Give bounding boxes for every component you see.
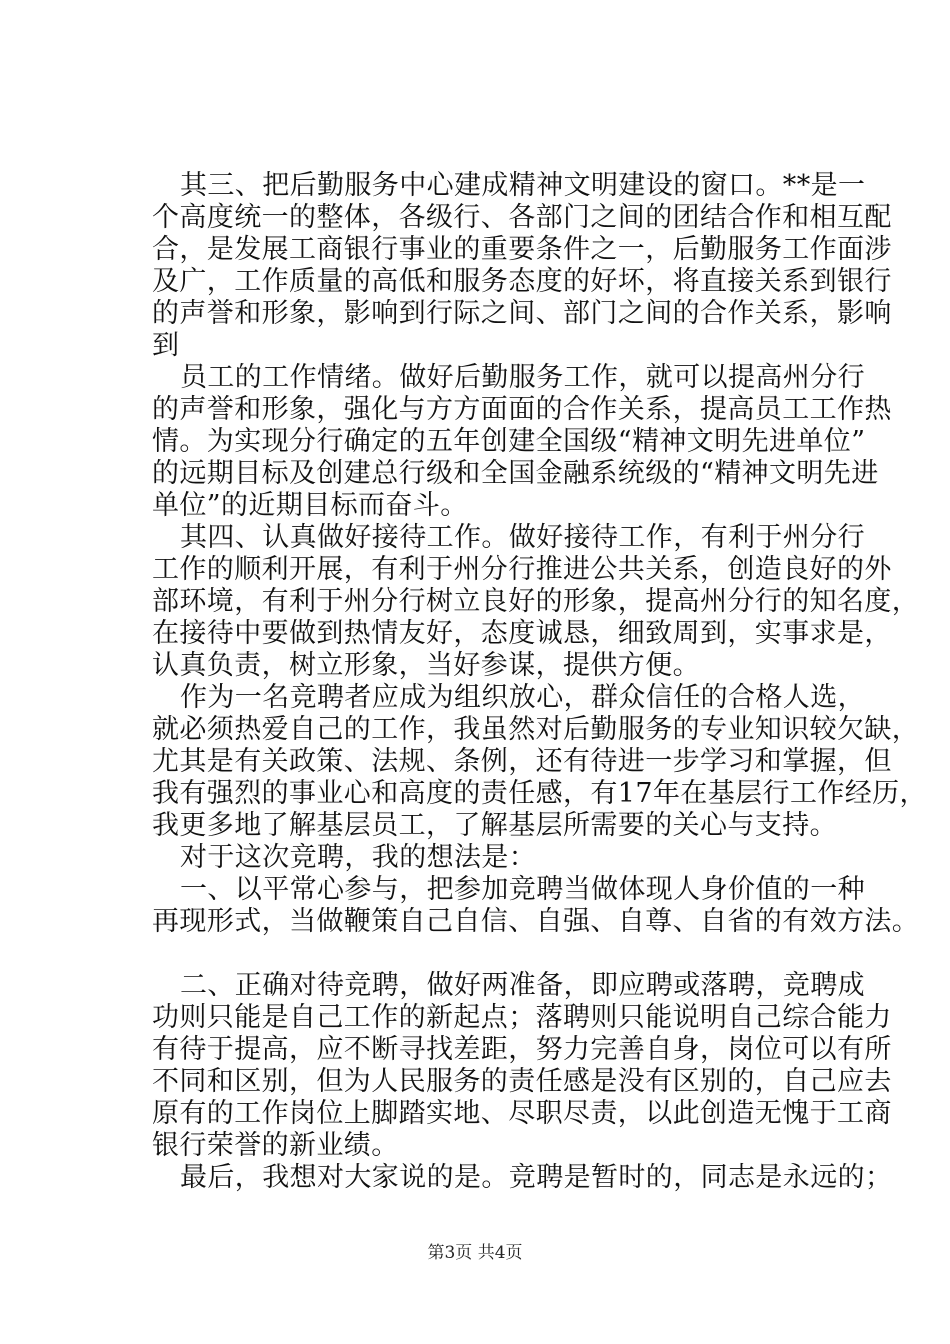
- text-line: 其三、把后勤服务中心建成精神文明建设的窗口。**是一: [180, 170, 866, 201]
- paragraph-staff-morale: [152, 362, 892, 522]
- text-line: 其四、认真做好接待工作。做好接待工作，有利于州分行: [180, 522, 865, 553]
- text-line: 部环境，有利于州分行树立良好的形象，提高州分行的知名度，: [152, 586, 920, 617]
- text-line: 我有强烈的事业心和高度的责任感，有17年在基层行工作经历，: [152, 778, 927, 809]
- text-line: 的远期目标及创建总行级和全国金融系统级的“精神文明先进: [152, 458, 879, 489]
- text-line: 认真负责，树立形象，当好参谋，提供方便。: [152, 650, 700, 681]
- text-line: 尤其是有关政策、法规、条例，还有待进一步学习和掌握，但: [152, 746, 892, 777]
- text-line: 作为一名竞聘者应成为组织放心，群众信任的合格人选，: [180, 682, 865, 713]
- text-line: 在接待中要做到热情友好，态度诚恳，细致周到，实事求是，: [152, 618, 892, 649]
- text-line: 原有的工作岗位上脚踏实地、尽职尽责，以此创造无愧于工商: [152, 1098, 892, 1129]
- text-line: 功则只能是自己工作的新起点；落聘则只能说明自己综合能力: [152, 1002, 892, 1033]
- text-line: 最后，我想对大家说的是。竞聘是暂时的，同志是永远的；: [180, 1162, 893, 1193]
- text-line: 的声誉和形象，强化与方方面面的合作关系，提高员工工作热: [152, 394, 892, 425]
- text-line: 的声誉和形象，影响到行际之间、部门之间的合作关系，影响: [152, 298, 892, 329]
- paragraph-thought-two: [152, 970, 892, 1162]
- paragraph-third-point: [152, 170, 892, 362]
- text-line: 一、以平常心参与，把参加竞聘当做体现人身价值的一种: [180, 874, 865, 905]
- text-line: 单位”的近期目标而奋斗。: [152, 490, 468, 521]
- text-line: 二、正确对待竞聘，做好两准备，即应聘或落聘，竞聘成: [180, 970, 865, 1001]
- text-line: 有待于提高，应不断寻找差距，努力完善自身，岗位可以有所: [152, 1034, 892, 1065]
- paragraph-candidate-statement: [152, 682, 927, 842]
- text-line: 银行荣誉的新业绩。: [152, 1130, 399, 1161]
- text-line: 情。为实现分行确定的五年创建全国级“精神文明先进单位”: [152, 426, 866, 457]
- paragraph-thought-one: [152, 874, 920, 938]
- text-line: 不同和区别，但为人民服务的责任感是没有区别的，自己应去: [152, 1066, 892, 1097]
- document-body: [152, 170, 927, 1194]
- text-line: 及广，工作质量的高低和服务态度的好坏，将直接关系到银行: [152, 266, 892, 297]
- text-line: 工作的顺利开展，有利于州分行推进公共关系，创造良好的外: [152, 554, 892, 585]
- paragraph-fourth-point: [152, 522, 920, 682]
- paragraph-thoughts-intro: [152, 842, 852, 874]
- text-line: 员工的工作情绪。做好后勤服务工作，就可以提高州分行: [180, 362, 865, 393]
- page-number-footer: 第3页 共4页: [427, 1243, 523, 1263]
- text-line: 再现形式，当做鞭策自己自信、自强、自尊、自省的有效方法。: [152, 906, 920, 937]
- text-line: 合，是发展工商银行事业的重要条件之一，后勤服务工作面涉: [152, 234, 892, 265]
- text-line: 我更多地了解基层员工，了解基层所需要的关心与支持。: [152, 810, 837, 841]
- text-line: 就必须热爱自己的工作，我虽然对后勤服务的专业知识较欠缺，: [152, 714, 920, 745]
- paragraph-spacer: [152, 938, 852, 970]
- text-line: 个高度统一的整体，各级行、各部门之间的团结合作和相互配: [152, 202, 892, 233]
- paragraph-closing: [152, 1162, 893, 1194]
- text-line: 对于这次竞聘，我的想法是：: [180, 842, 537, 873]
- text-line: 到: [152, 330, 180, 361]
